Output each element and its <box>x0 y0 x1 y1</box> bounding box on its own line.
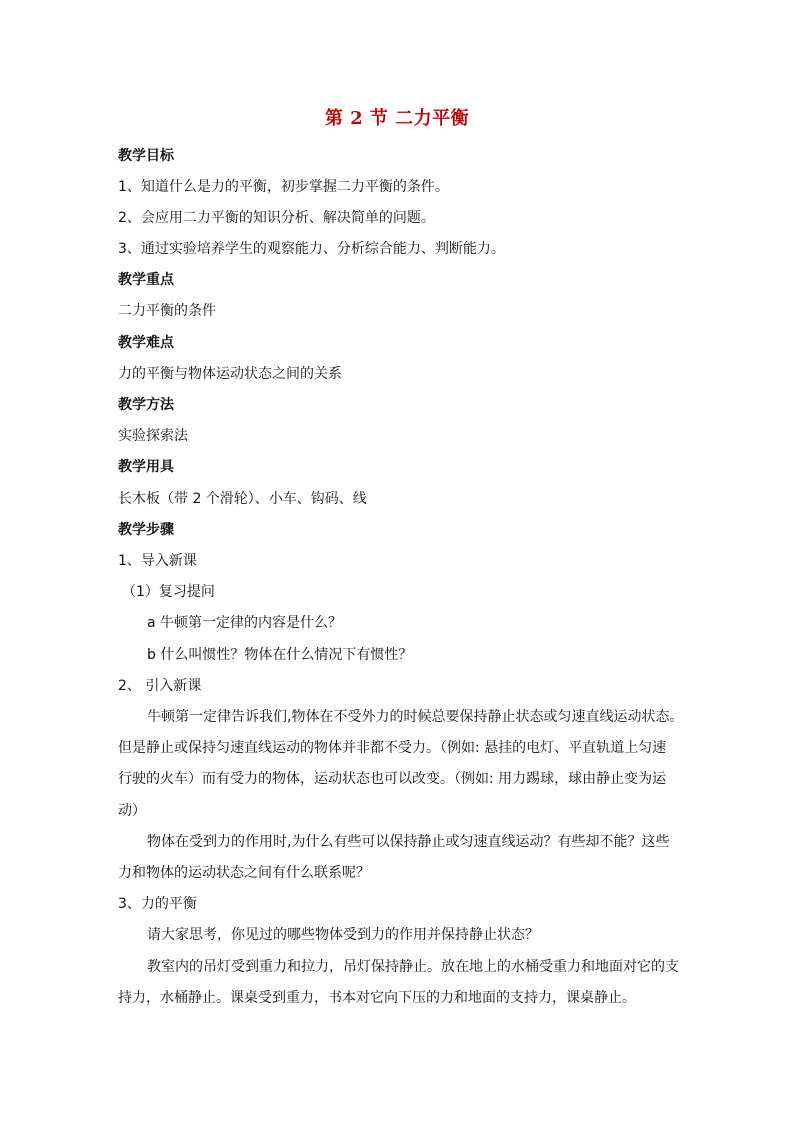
paragraph-1-line-2: 但是静止或保持匀速直线运动的物体并非都不受力。（例如: 悬挂的电灯、平直轨道上匀速 <box>118 740 667 756</box>
review-question-a: a 牛顿第一定律的内容是什么？ <box>147 615 343 631</box>
objective-1: 1、知道什么是力的平衡，初步掌握二力平衡的条件。 <box>118 179 449 195</box>
paragraph-2-line-1: 物体在受到力的作用时,为什么有些可以保持静止或匀速直线运动？有些却不能？这些 <box>147 834 670 850</box>
paragraph-1-line-4: 动） <box>118 803 146 819</box>
tools-text: 长木板（带 2 个滑轮）、小车、钩码、线 <box>118 491 367 507</box>
objectives-heading: 教学目标 <box>118 148 174 164</box>
paragraph-1-line-1: 牛顿第一定律告诉我们,物体在不受外力的时候总要保持静止状态或匀速直线运动状态。 <box>147 709 684 725</box>
key-heading: 教学重点 <box>118 272 174 288</box>
method-text: 实验探索法 <box>118 428 188 444</box>
objective-3: 3、通过实验培养学生的观察能力、分析综合能力、判断能力。 <box>118 241 505 257</box>
paragraph-4-line-2: 持力，水桶静止。课桌受到重力，书本对它向下压的力和地面的支持力，课桌静止。 <box>118 990 636 1006</box>
step-1-sub: （1）复习提问 <box>122 584 215 600</box>
paragraph-4-line-1: 教室内的吊灯受到重力和拉力，吊灯保持静止。放在地上的水桶受重力和地面对它的支 <box>147 959 679 975</box>
difficulty-text: 力的平衡与物体运动状态之间的关系 <box>118 366 342 382</box>
step-3: 3、力的平衡 <box>118 896 197 912</box>
steps-heading: 教学步骤 <box>118 522 174 538</box>
page-title: 第 2 节 二力平衡 <box>324 108 470 129</box>
paragraph-1-line-3: 行驶的火车）而有受力的物体，运动状态也可以改变。（例如: 用力踢球，球由静止变为运 <box>118 771 667 787</box>
step-2: 2、 引入新课 <box>118 678 202 694</box>
tools-heading: 教学用具 <box>118 459 174 475</box>
key-text: 二力平衡的条件 <box>118 303 216 319</box>
review-question-b: b 什么叫惯性？物体在什么情况下有惯性？ <box>147 647 413 663</box>
method-heading: 教学方法 <box>118 397 174 413</box>
difficulty-heading: 教学难点 <box>118 335 174 351</box>
paragraph-2-line-2: 力和物体的运动状态之间有什么联系呢？ <box>118 865 370 881</box>
step-1: 1、导入新课 <box>118 553 197 569</box>
objective-2: 2、会应用二力平衡的知识分析、解决简单的问题。 <box>118 210 435 226</box>
paragraph-3: 请大家思考，你见过的哪些物体受到力的作用并保持静止状态？ <box>147 927 539 943</box>
